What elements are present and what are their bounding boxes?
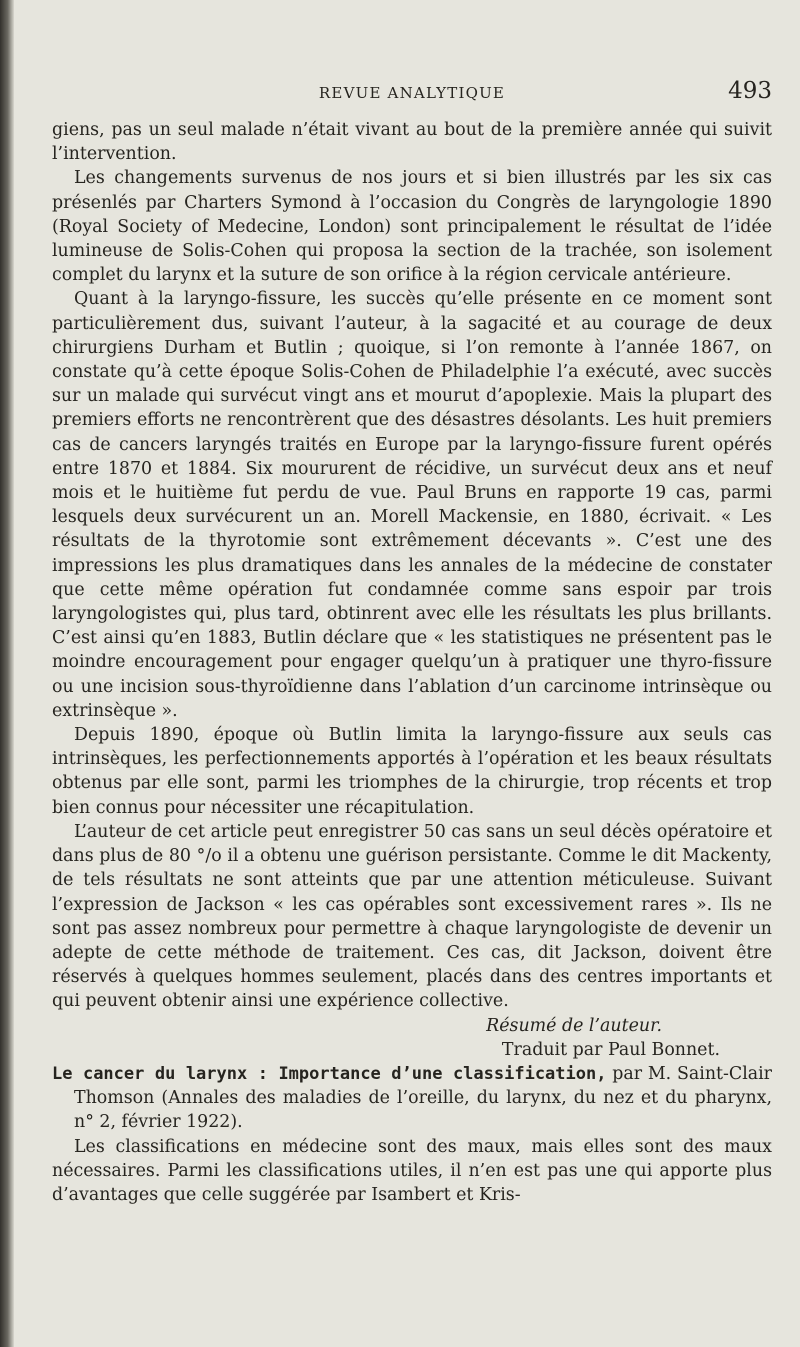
page-number: 493 — [728, 78, 772, 104]
next-article-heading — [52, 1062, 772, 1135]
paragraph: L’auteur de cet article peut enregistrer 50 cas sans un seul décès opératoire et dans plus de 80 °/o il a obtenu une guérison persistante. Comme le dit Mackenty, de tels résultats ne sont atteints que par une attention méticuleuse. Suivant l’expression de Jackson « les cas opérables sont excessivement rares ». Ils ne sont pas assez nombreux pour permettre à chaque laryngologiste de devenir un adepte de cette méthode de traitement. Ces cas, dit Jackson, doivent être réservés à quelques hommes seulement, placés dans des centres importants et qui peuvent obtenir ainsi une expérience collective. — [52, 821, 772, 1012]
paragraph-continued: giens, pas un seul malade n’était vivant au bout de la première année qui suivit l’intervention. — [52, 120, 772, 165]
document-page — [52, 72, 772, 1207]
next-article-author: par M. Saint-Clair Thomson (Annales des maladies de l’oreille, du larynx, du nez et du pharynx, n° 2, février 1922). — [74, 1063, 772, 1133]
translation-credit: Traduit par Paul Bonnet. — [501, 1039, 720, 1060]
paragraph: Depuis 1890, époque où Butlin limita la laryngo-fissure aux seuls cas intrinsèques, les perfectionnements apportés à l’opération et les beaux résultats obtenus par elle sont, parmi les triomphes de la chirurgie, trop récents et trop bien connus pour nécessiter une récapitulation. — [52, 725, 772, 818]
book-spine-shadow — [0, 0, 14, 1347]
paragraph: Quant à la laryngo-fissure, les succès qu’elle présente en ce moment sont particulièrement dus, suivant l’auteur, à la sagacité et au courage de deux chirurgiens Durham et Butlin ; quoique, si l’on remonte à l’année 1867, on constate qu’à cette époque Solis-Cohen de Philadelphie l’a exécuté, avec succès sur un malade qui survécut vingt ans et mourut d’apoplexie. Mais la plupart des premiers efforts ne rencontrèrent que des désastres désolants. Les huit premiers cas de cancers laryngés traités en Europe par la laryngo-fissure furent opérés entre 1870 et 1884. Six moururent de récidive, un survécut deux ans et neuf mois et le huitième fut perdu de vue. Paul Bruns en rapporte 19 cas, parmi lesquels deux survécurent un an. Morell Mackensie, en 1880, écrivait. « Les résultats de la thyrotomie sont extrêmement décevants ». C’est une des impressions les plus dramatiques dans les annales de la médecine de constater que cette même opération fut condamnée comme sans espoir par trois laryngologistes qui, plus tard, obtinrent avec elle les résultats les plus brillants. C’est ainsi qu’en 1883, Butlin déclare que « les statistiques ne présentent pas le moindre encouragement pour engager quelqu’un à pratiquer une thyro-fissure ou une incision sous-thyroïdienne dans l’ablation d’un carcinome intrinsèque ou extrinsèque ». — [52, 289, 772, 721]
paragraph: Les changements survenus de nos jours et si bien illustrés par les six cas présenlés par Charters Symond à l’occasion du Congrès de laryngologie 1890 (Royal Society of Medecine, London) sont principalement le résultat de l’idée lumineuse de Solis-Cohen qui proposa la section de la trachée, son isolement complet du larynx et la suture de son orifice à la région cervicale antérieure. — [52, 168, 772, 286]
page-header — [52, 72, 772, 112]
next-article-title: Le cancer du larynx : Importance d’une classification, — [52, 1063, 607, 1084]
paragraph: Les classifications en médecine sont des maux, mais elles sont des maux nécessaires. Parmi les classifications utiles, il n’en est pas une qui apporte plus d’avantages que celle suggérée par Isambert et Kris- — [52, 1136, 772, 1205]
running-title: REVUE ANALYTIQUE — [318, 84, 506, 102]
summary-credit: Résumé de l’auteur. — [486, 1015, 662, 1036]
page-body — [52, 118, 772, 1207]
